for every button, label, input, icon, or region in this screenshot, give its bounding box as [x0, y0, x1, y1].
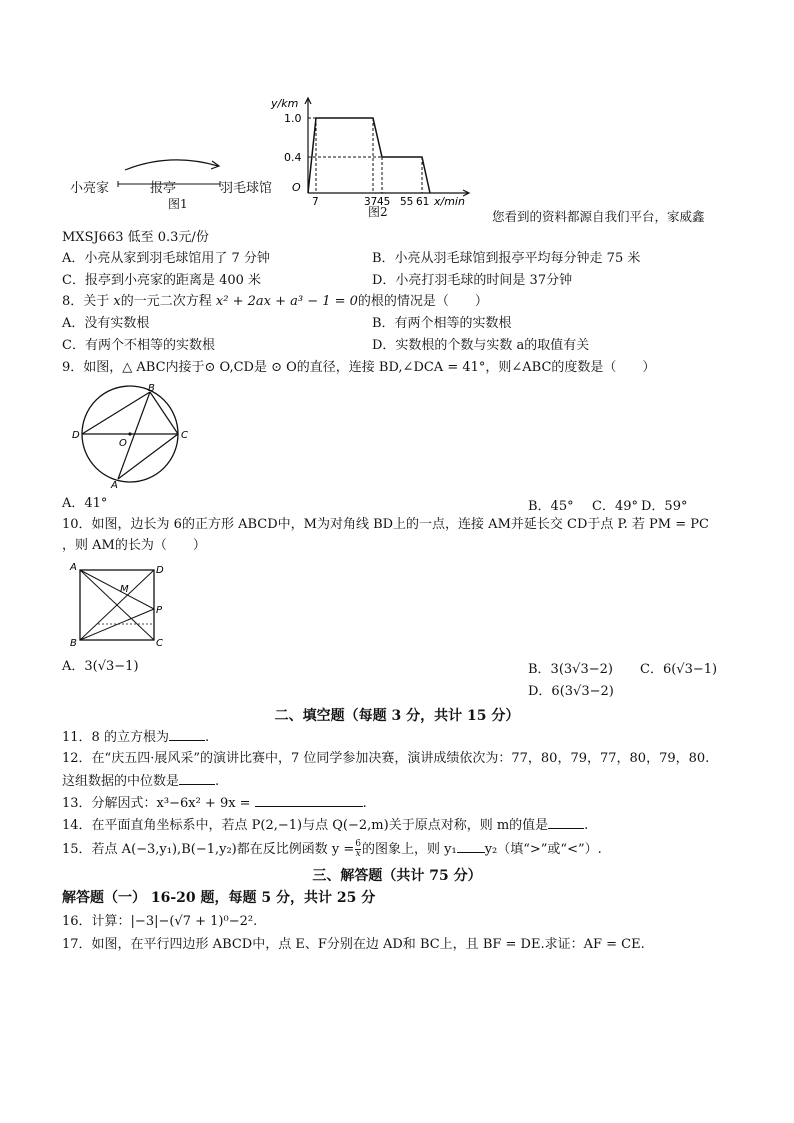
q10-label-m: M — [120, 584, 129, 595]
q8-stem: 8．关于 x的一元二次方程 x² + 2ax + a³ − 1 = 0的根的情况是（ ） — [62, 294, 488, 309]
q9-label-o: O — [119, 438, 127, 449]
q7-option-d: D．小亮打羽毛球的时间是 37分钟 — [372, 273, 573, 288]
fig2-x-axis-label: x/min — [434, 195, 465, 208]
q13-blank — [255, 794, 363, 807]
q15-text-b: 的图象上，则 y₁ — [361, 842, 457, 857]
q14-text: 14．在平面直角坐标系中，若点 P(2,−1)与点 Q(−2,m)关于原点对称，则 m的值是 — [62, 818, 549, 833]
q8-option-c: C．有两个不相等的实数根 — [62, 338, 215, 353]
q10-option-d: D．6(3√3−2) — [528, 684, 614, 699]
q10-stem-line2: ，则 AM的长为（ ） — [62, 538, 206, 553]
q10-label-b: B — [70, 638, 77, 649]
q13: 13．分解因式：x³−6x² + 9x = . — [62, 796, 367, 811]
section-3-title: 三、解答题（共计 75 分） — [312, 868, 482, 884]
q9-figure-svg — [66, 384, 191, 489]
fig1-label-kiosk: 报亭 — [150, 181, 177, 196]
q10-option-c: C．6(√3−1) — [640, 662, 718, 677]
q11-blank — [169, 728, 205, 741]
fig2-x-tick-5: 61 — [416, 196, 430, 208]
q8-option-d: D．实数根的个数与实数 a的取值有关 — [372, 338, 590, 353]
q15: 15．若点 A(−3,y₁),B(−1,y₂)都在反比例函数 y = $\frac{6}{x}$ 的图象上，则 y₁ y₂（填“>”或“<”）. — [62, 839, 602, 859]
q15-fraction-den: x — [355, 849, 361, 859]
q9-label-d: D — [72, 430, 80, 441]
fig2-x-tick-3: 45 — [377, 196, 391, 208]
q7-option-c: C．报亭到小亮家的距离是 400 米 — [62, 273, 262, 288]
q10-label-c: C — [156, 638, 163, 649]
figure-1 — [70, 150, 280, 210]
q15-blank — [457, 840, 485, 853]
q17: 17．如图，在平行四边形 ABCD中，点 E、F分别在边 AD和 BC上，且 BF = DE.求证：AF = CE. — [62, 937, 645, 952]
watermark-left: MXSJ663 低至 0.3元/份 — [62, 230, 209, 245]
q12-text: 这组数据的中位数是 — [62, 774, 180, 789]
q9-option-b: B．45° — [528, 499, 574, 514]
q16: 16．计算：|−3|−(√7 + 1)⁰−2². — [62, 914, 258, 929]
q11-text: 11．8 的立方根为 — [62, 730, 169, 745]
fig1-label-home: 小亮家 — [70, 181, 110, 196]
q8-stem-c: 的根的情况是（ ） — [357, 294, 488, 309]
fig2-caption: 图2 — [368, 205, 388, 219]
q10-stem-line1: 10．如图，边长为 6的正方形 ABCD中，M为对角线 BD上的一点，连接 AM并延长交 CD于点 P. 若 PM = PC — [62, 517, 709, 532]
q8-equation: x² + 2ax + a³ − 1 = 0 — [215, 294, 358, 309]
q10-label-a: A — [70, 562, 77, 573]
section-2-title: 二、填空题（每题 3 分，共计 15 分） — [274, 708, 520, 724]
subsection-1-title: 解答题（一） 16-20 题，每题 5 分，共计 25 分 — [62, 890, 376, 906]
fig2-x-tick-4: 55 — [400, 196, 414, 208]
q9-label-b: B — [148, 384, 155, 394]
q9-figure — [66, 384, 191, 489]
q11: 11．8 的立方根为 . — [62, 730, 210, 745]
q15-text-c: y₂（填“>”或“<”） — [484, 842, 598, 857]
q12-line1: 12．在“庆五四·展风采”的演讲比赛中，7 位同学参加决赛，演讲成绩依次为：77，80，79，77，80，79，80. — [62, 751, 710, 766]
q15-text-a: 15．若点 A(−3,y₁),B(−1,y₂)都在反比例函数 y = — [62, 842, 355, 857]
q15-fraction-num: 6 — [355, 839, 361, 849]
figure-2 — [270, 95, 475, 220]
q9-label-c: C — [181, 430, 188, 441]
q9-label-a: A — [111, 480, 118, 489]
q14-blank — [548, 816, 584, 829]
q7-option-a: A．小亮从家到羽毛球馆用了 7 分钟 — [62, 251, 270, 266]
q12-blank — [179, 772, 215, 785]
fig1-label-hall: 羽毛球馆 — [220, 181, 273, 196]
q9-option-c: C．49° — [592, 499, 638, 514]
q9-option-d: D．59° — [641, 499, 688, 514]
fig2-y-tick-2: 0.4 — [284, 151, 302, 164]
q8-stem-a: 8．关于 — [62, 294, 114, 309]
q10-option-a: A．3(√3−1) — [62, 659, 139, 674]
q8-option-a: A．没有实数根 — [62, 316, 150, 331]
watermark-right: 您看到的资料都源自我们平台，家威鑫 — [492, 209, 705, 224]
q12-line2: 这组数据的中位数是 . — [62, 774, 220, 789]
q9-option-a: A．41° — [62, 496, 108, 511]
fig2-origin: O — [292, 181, 301, 194]
q10-label-p: P — [156, 605, 163, 616]
fig2-x-tick-1: 7 — [312, 196, 319, 208]
q13-text: 13．分解因式：x³−6x² + 9x = — [62, 796, 251, 811]
q8-option-b: B．有两个相等的实数根 — [372, 316, 512, 331]
figure-2-svg — [270, 95, 475, 220]
q15-fraction — [355, 840, 361, 859]
q10-option-b: B．3(3√3−2) — [528, 662, 613, 677]
q14: 14．在平面直角坐标系中，若点 P(2,−1)与点 Q(−2,m)关于原点对称，则 m的值是 . — [62, 818, 589, 833]
fig2-x-tick-2: 37 — [364, 196, 378, 208]
q7-option-b: B．小亮从羽毛球馆到报亭平均每分钟走 75 米 — [372, 251, 641, 266]
fig1-caption: 图1 — [168, 197, 188, 211]
fig2-y-tick-1: 1.0 — [284, 112, 302, 125]
fig2-y-axis-label: y/km — [271, 97, 299, 110]
q10-figure — [68, 562, 168, 650]
q8-stem-b: 的一元二次方程 — [120, 294, 216, 309]
q10-figure-svg — [68, 562, 168, 650]
q10-label-d: D — [156, 565, 164, 576]
q9-stem: 9．如图，△ ABC内接于⊙ O,CD是 ⊙ O的直径，连接 BD,∠DCA = 41°，则∠ABC的度数是（ ） — [62, 360, 656, 375]
